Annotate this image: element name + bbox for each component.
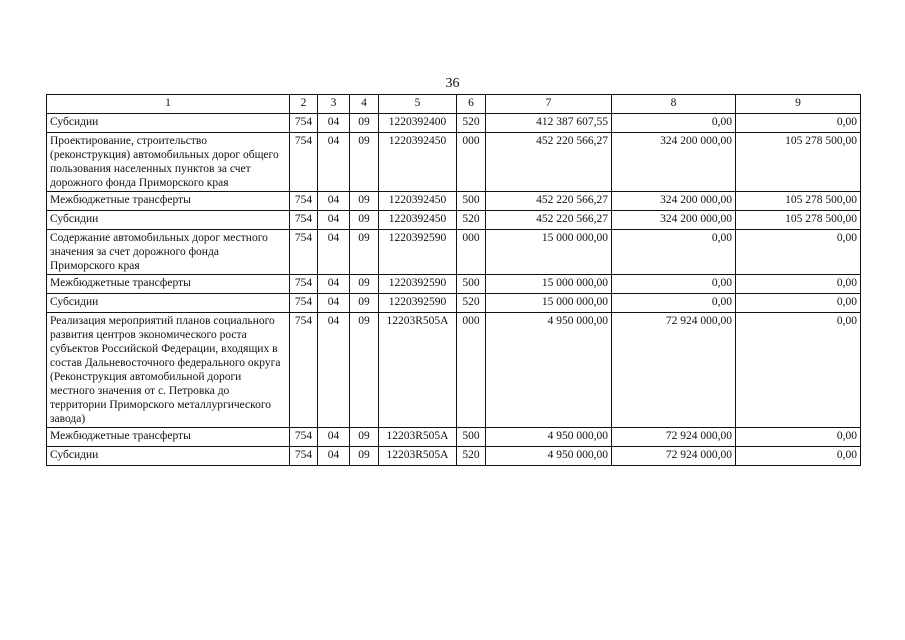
section-code-cell: 04 [318,133,350,192]
subsection-code-cell: 09 [350,230,379,275]
subsection-code-cell: 09 [350,447,379,466]
expense-type-cell: 000 [457,133,486,192]
amount-col9-cell: 0,00 [736,230,861,275]
expense-type-cell: 500 [457,428,486,447]
target-article-cell: 12203R505A [379,313,457,428]
header-cell: 5 [379,95,457,114]
amount-col7-cell: 412 387 607,55 [486,114,612,133]
section-code-cell: 04 [318,313,350,428]
section-code-cell: 04 [318,428,350,447]
page-number: 36 [445,76,460,91]
row-name-cell: Субсидии [47,294,290,313]
section-code-cell: 04 [318,114,350,133]
admin-code-cell: 754 [290,294,318,313]
amount-col8-cell: 0,00 [612,294,736,313]
target-article-cell: 1220392400 [379,114,457,133]
target-article-cell: 1220392590 [379,294,457,313]
target-article-cell: 12203R505A [379,447,457,466]
amount-col8-cell: 72 924 000,00 [612,313,736,428]
amount-col9-cell: 0,00 [736,294,861,313]
section-code-cell: 04 [318,275,350,294]
amount-col7-cell: 452 220 566,27 [486,133,612,192]
subsection-code-cell: 09 [350,192,379,211]
amount-col7-cell: 15 000 000,00 [486,275,612,294]
amount-col8-cell: 0,00 [612,275,736,294]
amount-col8-cell: 0,00 [612,230,736,275]
section-code-cell: 04 [318,211,350,230]
amount-col9-cell: 0,00 [736,313,861,428]
amount-col8-cell: 324 200 000,00 [612,211,736,230]
section-code-cell: 04 [318,230,350,275]
subsection-code-cell: 09 [350,133,379,192]
header-cell: 7 [486,95,612,114]
row-name-cell: Межбюджетные трансферты [47,428,290,447]
admin-code-cell: 754 [290,428,318,447]
target-article-cell: 1220392450 [379,192,457,211]
table-row [47,230,861,275]
table-row [47,133,861,192]
subsection-code-cell: 09 [350,275,379,294]
amount-col8-cell: 324 200 000,00 [612,192,736,211]
subsection-code-cell: 09 [350,313,379,428]
header-cell: 9 [736,95,861,114]
subsection-code-cell: 09 [350,428,379,447]
row-name-cell: Реализация мероприятий планов социального развития центров экономического роста субъектов Российской Федерации, входящих в состав Дальневосточного федерального округа (Реконструкция автомобильной дороги местного значения от с. Петровка до территории Приморского металлургического завода) [47,313,290,428]
amount-col7-cell: 15 000 000,00 [486,230,612,275]
admin-code-cell: 754 [290,230,318,275]
row-name-cell: Межбюджетные трансферты [47,192,290,211]
table-row [47,294,861,313]
table-row [47,313,861,428]
admin-code-cell: 754 [290,211,318,230]
amount-col9-cell: 0,00 [736,428,861,447]
row-name-cell: Субсидии [47,114,290,133]
target-article-cell: 12203R505A [379,428,457,447]
amount-col7-cell: 4 950 000,00 [486,428,612,447]
subsection-code-cell: 09 [350,114,379,133]
admin-code-cell: 754 [290,114,318,133]
table-body [47,114,861,466]
amount-col9-cell: 105 278 500,00 [736,192,861,211]
expense-type-cell: 500 [457,192,486,211]
amount-col8-cell: 72 924 000,00 [612,428,736,447]
header-cell: 4 [350,95,379,114]
table-row [47,211,861,230]
amount-col9-cell: 105 278 500,00 [736,211,861,230]
table-row [47,114,861,133]
subsection-code-cell: 09 [350,294,379,313]
amount-col9-cell: 0,00 [736,275,861,294]
amount-col8-cell: 324 200 000,00 [612,133,736,192]
amount-col9-cell: 0,00 [736,447,861,466]
header-cell: 8 [612,95,736,114]
row-name-cell: Межбюджетные трансферты [47,275,290,294]
admin-code-cell: 754 [290,192,318,211]
amount-col7-cell: 15 000 000,00 [486,294,612,313]
section-code-cell: 04 [318,447,350,466]
expense-type-cell: 520 [457,447,486,466]
row-name-cell: Субсидии [47,211,290,230]
row-name-cell: Содержание автомобильных дорог местного значения за счет дорожного фонда Приморского края [47,230,290,275]
amount-col7-cell: 4 950 000,00 [486,313,612,428]
expense-type-cell: 000 [457,313,486,428]
admin-code-cell: 754 [290,447,318,466]
expense-type-cell: 520 [457,294,486,313]
amount-col9-cell: 0,00 [736,114,861,133]
table-row [47,275,861,294]
amount-col9-cell: 105 278 500,00 [736,133,861,192]
header-cell: 6 [457,95,486,114]
table-header-row [47,95,861,114]
admin-code-cell: 754 [290,313,318,428]
amount-col7-cell: 4 950 000,00 [486,447,612,466]
amount-col7-cell: 452 220 566,27 [486,211,612,230]
expense-type-cell: 520 [457,114,486,133]
admin-code-cell: 754 [290,133,318,192]
target-article-cell: 1220392590 [379,230,457,275]
header-cell: 1 [47,95,290,114]
section-code-cell: 04 [318,294,350,313]
amount-col7-cell: 452 220 566,27 [486,192,612,211]
row-name-cell: Проектирование, строительство (реконструкция) автомобильных дорог общего пользования населенных пунктов за счет дорожного фонда Приморского края [47,133,290,192]
admin-code-cell: 754 [290,275,318,294]
amount-col8-cell: 72 924 000,00 [612,447,736,466]
amount-col8-cell: 0,00 [612,114,736,133]
section-code-cell: 04 [318,192,350,211]
target-article-cell: 1220392450 [379,211,457,230]
expense-type-cell: 520 [457,211,486,230]
expense-type-cell: 000 [457,230,486,275]
header-cell: 2 [290,95,318,114]
target-article-cell: 1220392590 [379,275,457,294]
subsection-code-cell: 09 [350,211,379,230]
target-article-cell: 1220392450 [379,133,457,192]
budget-table [46,94,861,466]
table-row [47,428,861,447]
expense-type-cell: 500 [457,275,486,294]
row-name-cell: Субсидии [47,447,290,466]
table-row [47,192,861,211]
header-cell: 3 [318,95,350,114]
table-row [47,447,861,466]
